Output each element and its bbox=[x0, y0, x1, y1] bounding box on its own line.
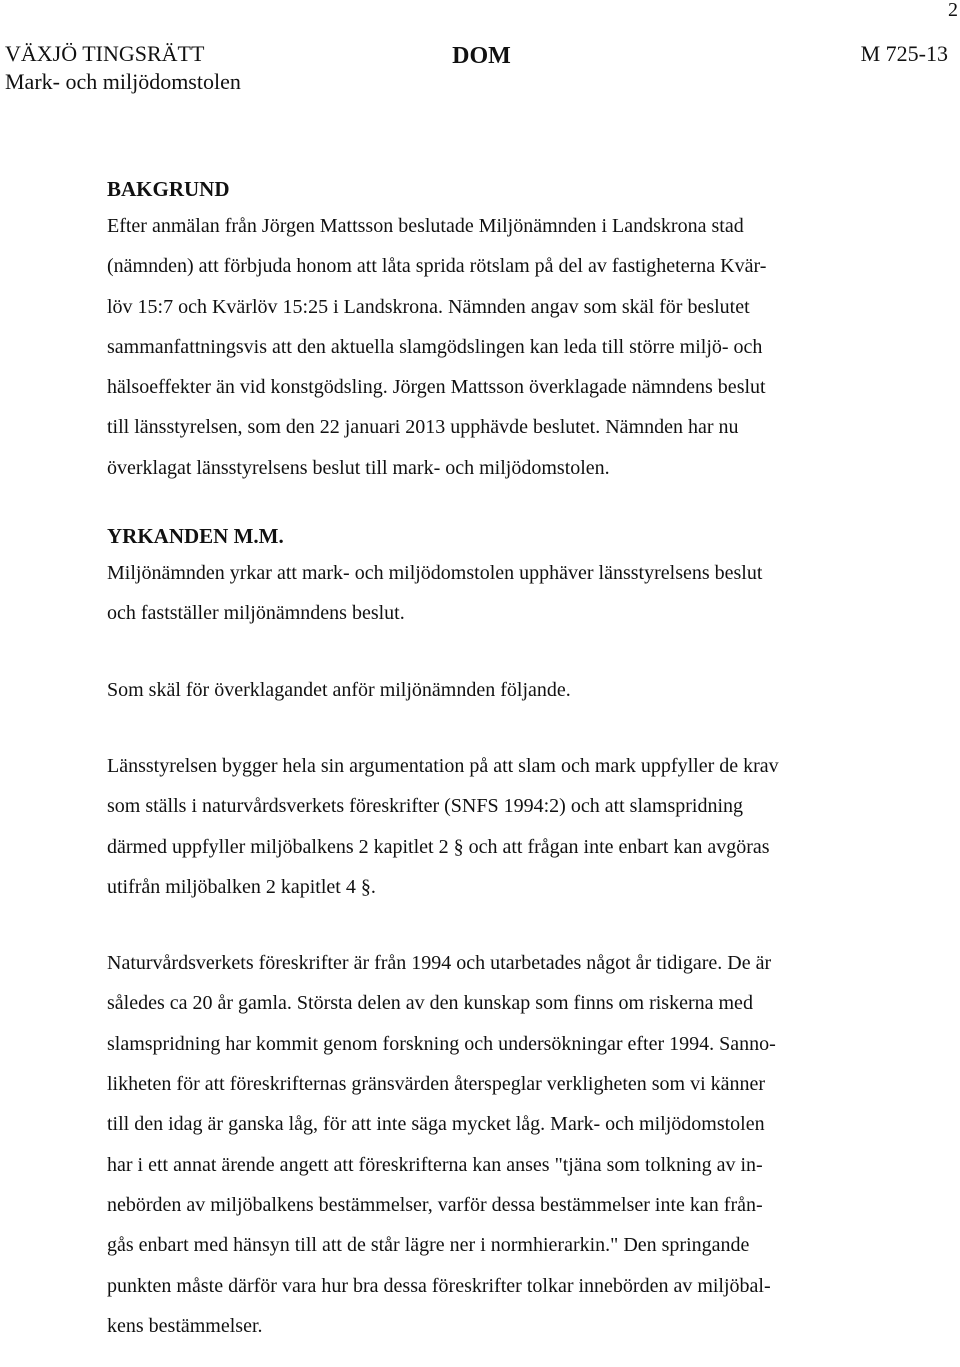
page-number: 2 bbox=[948, 0, 958, 21]
paragraph-yrkanden-4: Naturvårdsverkets föreskrifter är från 1994 och utarbetades något år tidigare. De är således ca 20 år gamla. Största delen av den kunskap som finns om riskerna med slamspridning har kommit genom forskning och undersökningar efter 1994. Sanno- likheten för att föreskrifternas gränsvärden återspeglar verkligheten som vi känner till den idag är ganska låg, för att inte säga mycket låg. Mark- och miljödomstolen har i ett annat ärende angett att föreskrifterna kan anses "tjäna som tolkning av in- nebörden av miljöbalkens bestämmelser, varför dessa bestämmelser inte kan från- gås enbart med hänsyn till att de står lägre ner i normhierarkin." Den springande punkten måste därför vara hur bra dessa föreskrifter tolkar innebörden av miljöbal- kens bestämmelser. bbox=[107, 952, 776, 1337]
section-bakgrund bbox=[107, 172, 907, 488]
section-heading-yrkanden: YRKANDEN M.M. bbox=[107, 524, 284, 549]
paragraph-yrkanden-1: Miljönämnden yrkar att mark- och miljödomstolen upphäver länsstyrelsens beslut och fastställer miljönämndens beslut. bbox=[107, 562, 763, 625]
paragraph-bakgrund: Efter anmälan från Jörgen Mattsson beslutade Miljönämnden i Landskrona stad (nämnden) att förbjuda honom att låta sprida rötslam på del av fastigheterna Kvär- löv 15:7 och Kvärlöv 15:25 i Landskrona. Nämnden angav som skäl för beslutet sammanfattningsvis att den aktuella slamgödslingen kan leda till större miljö- och hälsoeffekter än vid konstgödsling. Jörgen Mattsson överklagade nämndens beslut till länsstyrelsen, som den 22 januari 2013 upphävde beslutet. Nämnden har nu överklagat länsstyrelsens beslut till mark- och miljödomstolen. bbox=[107, 215, 767, 479]
section-heading-bakgrund: BAKGRUND bbox=[107, 177, 230, 201]
paragraph-yrkanden-3: Länsstyrelsen bygger hela sin argumentation på att slam och mark uppfyller de krav som ställs i naturvårdsverkets föreskrifter (SNFS 1994:2) och att slamspridning därmed uppfyller miljöbalkens 2 kapitlet 2 § och att frågan inte enbart kan avgöras utifrån miljöbalken 2 kapitlet 4 §. bbox=[107, 754, 779, 898]
section-yrkanden bbox=[107, 519, 907, 1346]
paragraph-yrkanden-2: Som skäl för överklagandet anför miljönämnden följande. bbox=[107, 678, 571, 701]
document-type: DOM bbox=[452, 43, 511, 69]
document-header bbox=[5, 40, 948, 100]
case-number: M 725-13 bbox=[860, 41, 948, 66]
court-department: Mark- och miljödomstolen bbox=[5, 69, 241, 94]
document-body bbox=[107, 172, 907, 1346]
court-name: VÄXJÖ TINGSRÄTT bbox=[5, 41, 205, 66]
